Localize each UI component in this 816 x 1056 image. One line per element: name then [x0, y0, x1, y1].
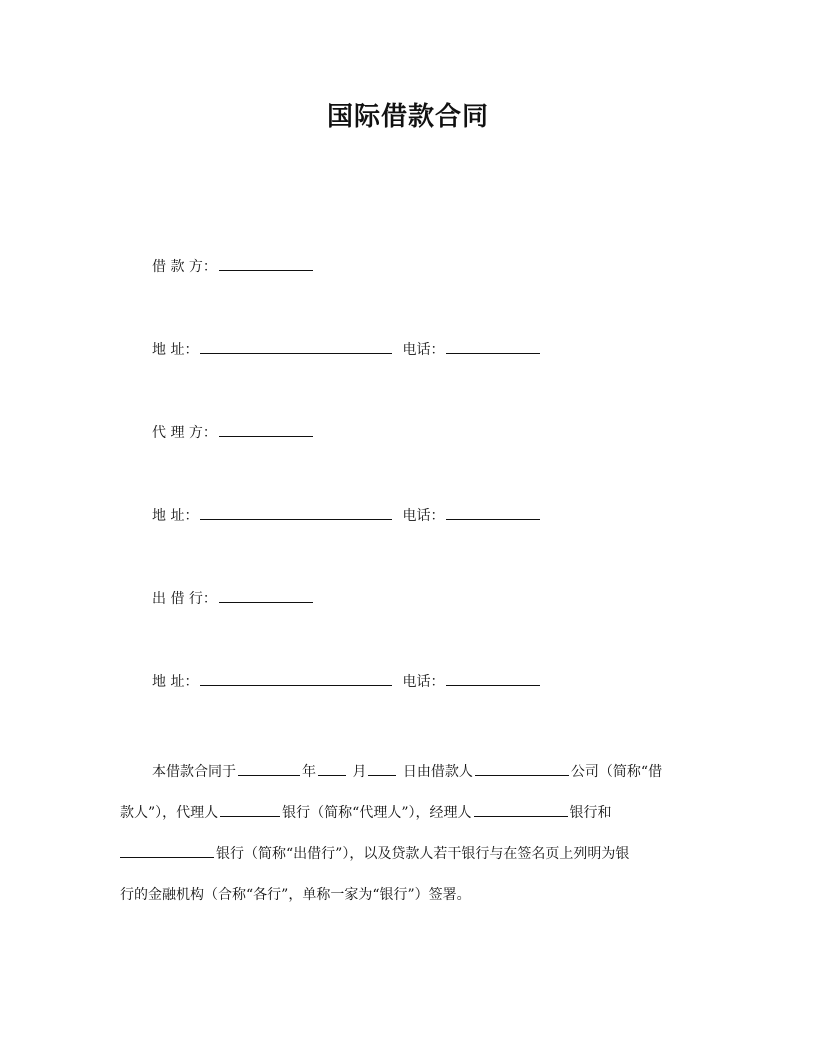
borrower-address-label: 地 址： — [152, 342, 199, 358]
agent-field — [152, 422, 315, 443]
date-year-blank[interactable] — [238, 761, 300, 776]
paragraph-text: 银行（简称“代理人”），经理人 — [282, 805, 472, 821]
agent-address-blank[interactable] — [200, 505, 392, 520]
borrower-blank[interactable] — [219, 256, 313, 271]
lender-phone-label: 电话： — [402, 674, 445, 690]
borrower-field — [152, 256, 315, 277]
lender-field — [152, 588, 315, 609]
preamble-paragraph — [120, 752, 704, 916]
agent-address-label: 地 址： — [152, 508, 199, 524]
lender-address-label: 地 址： — [152, 674, 199, 690]
paragraph-text: 日由借款人 — [398, 764, 473, 780]
paragraph-text: 款人”），代理人 — [120, 805, 219, 821]
date-day-blank[interactable] — [368, 761, 396, 776]
paragraph-line — [120, 834, 704, 875]
paragraph-text: 月 — [348, 764, 367, 780]
paragraph-line — [120, 793, 704, 834]
agent-label: 代 理 方： — [152, 425, 217, 441]
agent-phone-blank[interactable] — [446, 505, 540, 520]
manager-name-blank[interactable] — [474, 802, 568, 817]
lender-phone-blank[interactable] — [446, 671, 540, 686]
agent-name-blank[interactable] — [220, 802, 280, 817]
lender-blank[interactable] — [219, 588, 313, 603]
paragraph-text: 公司（简称“借 — [570, 764, 663, 780]
lender-bank-blank[interactable] — [120, 843, 214, 858]
paragraph-text: 年 — [302, 764, 316, 780]
lender-label: 出 借 行： — [152, 591, 217, 607]
borrower-label: 借 款 方： — [152, 259, 217, 275]
lender-address-blank[interactable] — [200, 671, 392, 686]
paragraph-text: 本借款合同于 — [152, 764, 236, 780]
paragraph-text: 银行和 — [569, 805, 612, 821]
paragraph-line — [120, 875, 704, 916]
borrower-phone-label: 电话： — [402, 342, 445, 358]
borrower-address-field — [152, 339, 542, 360]
borrower-company-blank[interactable] — [475, 761, 569, 776]
paragraph-line — [120, 752, 704, 793]
paragraph-text: 行的金融机构（合称“各行”，单称一家为“银行”）签署。 — [120, 887, 471, 903]
lender-address-field — [152, 671, 542, 692]
borrower-address-blank[interactable] — [200, 339, 392, 354]
agent-address-field — [152, 505, 542, 526]
agent-blank[interactable] — [219, 422, 313, 437]
paragraph-text: 银行（简称“出借行”），以及贷款人若干银行与在签名页上列明为银 — [216, 846, 630, 862]
agent-phone-label: 电话： — [402, 508, 445, 524]
borrower-phone-blank[interactable] — [446, 339, 540, 354]
date-month-blank[interactable] — [318, 761, 346, 776]
document-title: 国际借款合同 — [326, 102, 489, 132]
